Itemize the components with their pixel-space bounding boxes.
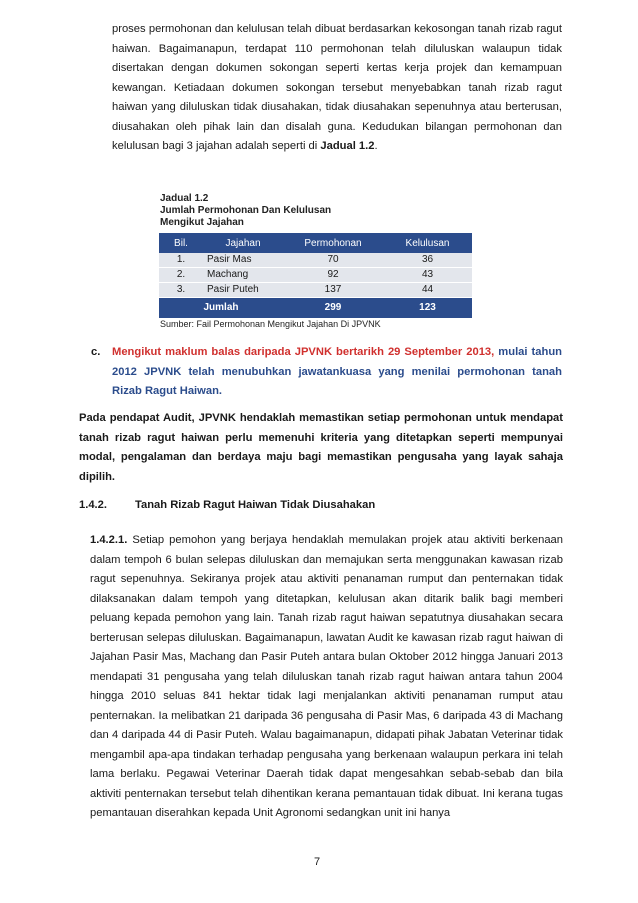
table-source: Sumber: Fail Permohonan Mengikut Jajahan Di JPVNK xyxy=(160,319,381,329)
cell-jajahan: Pasir Mas xyxy=(203,253,283,268)
table-caption-title: Jumlah Permohonan Dan Kelulusan xyxy=(160,205,332,216)
total-kelulusan: 123 xyxy=(383,298,472,319)
total-permohonan: 299 xyxy=(283,298,383,319)
header-bil: Bil. xyxy=(159,233,203,253)
header-permohonan: Permohonan xyxy=(283,233,383,253)
table-caption-number: Jadual 1.2 xyxy=(160,193,209,204)
total-label: Jumlah xyxy=(159,298,283,319)
table-caption xyxy=(160,193,331,229)
response-blue-text: mulai tahun 2012 JPVNK telah menubuhkan jawatankuasa yang menilai permohonan tanah Rizab Ragut Haiwan. xyxy=(112,346,562,397)
section-number: 1.4.2. xyxy=(79,499,107,511)
table-total-row xyxy=(159,298,472,319)
header-kelulusan: Kelulusan xyxy=(383,233,472,253)
paragraph-intro: proses permohonan dan kelulusan telah dibuat berdasarkan kekosongan tanah rizab ragut haiwan. Bagaimanapun, terdapat 110 permohonan telah diluluskan walaupun tidak disertakan dengan dokumen sokongan seperti kertas kerja projek dan kemampuan kewangan. Ketiadaan dokumen sokongan tersebut menyebabkan tanah rizab ragut haiwan yang diluluskan tidak diusahakan, tidak diusahakan sepenuhnya atau berterusan, diusahakan oleh pihak lain dan disalah guna. Kedudukan bilangan permohonan dan kelulusan bagi 3 jajahan adalah seperti di Jadual 1.2. xyxy=(112,23,562,152)
cell-kelulusan: 44 xyxy=(383,283,472,298)
section-title: Tanah Rizab Ragut Haiwan Tidak Diusahakan xyxy=(135,499,376,511)
cell-jajahan: Pasir Puteh xyxy=(203,283,283,298)
paragraph-response xyxy=(112,343,562,402)
cell-bil: 2. xyxy=(159,268,203,283)
body-text: Setiap pemohon yang berjaya hendaklah memulakan projek atau aktiviti berkenaan dalam tempoh 6 bulan selepas diluluskan dan memajukan serta menggunakan kawasan rizab ragut sepenuhnya. Sekiranya projek atau aktiviti penanaman rumput dan penternakan tidak dilaksanakan dalam tempoh yang ditetapkan, kelulusan akan ditarik balik bagi memberi peluang kepada pemohon yang lain. Tanah rizab ragut haiwan sepatutnya diusahakan secara berterusan selepas diluluskan. Bagaimanapun, lawatan Audit ke kawasan rizab ragut haiwan di Jajahan Pasir Mas, Machang dan Pasir Puteh antara bulan Oktober 2012 hingga Januari 2013 mendapati 31 pengusaha yang telah diluluskan tanah rizab ragut haiwan antara tahun 2004 hingga 2010 seluas 841 hektar tidak lagi menjalankan aktiviti penanaman rumput atau penternakan. Ia melibatkan 21 daripada 36 pengusaha di Pasir Mas, 6 daripada 43 di Machang dan 4 daripada 44 di Pasir Puteh. Walau bagaimanapun, didapati pihak Jabatan Veterinar tidak mengambil apa-apa tindakan terhadap pengusaha yang berkenaan walaupun perkara ini telah lama berlaku. Pegawai Veterinar Daerah tidak dapat mengesahkan sebab-sebab dan bila aktiviti penternakan tersebut telah dihentikan kerana pemantauan tidak dibuat. Ini kerana tugas pemantauan diserahkan kepada Unit Agronomi sedangkan unit ini hanya xyxy=(90,534,563,819)
header-jajahan: Jajahan xyxy=(203,233,283,253)
cell-permohonan: 70 xyxy=(283,253,383,268)
audit-opinion: Pada pendapat Audit, JPVNK hendaklah memastikan setiap permohonan untuk mendapat tanah rizab ragut haiwan perlu memenuhi kriteria yang ditetapkan seperti mempunyai modal, pengalaman dan berdaya maju bagi memastikan pengusaha yang layak sahaja dipilih. xyxy=(79,412,563,483)
table-reference: Jadual 1.2 xyxy=(320,140,375,152)
cell-permohonan: 92 xyxy=(283,268,383,283)
cell-permohonan: 137 xyxy=(283,283,383,298)
cell-kelulusan: 36 xyxy=(383,253,472,268)
paragraph-body xyxy=(90,531,563,824)
cell-jajahan: Machang xyxy=(203,268,283,283)
section-heading xyxy=(79,497,375,513)
page-number: 7 xyxy=(314,856,321,868)
cell-bil: 1. xyxy=(159,253,203,268)
item-marker-c: c. xyxy=(91,346,101,358)
cell-bil: 3. xyxy=(159,283,203,298)
table-header-row xyxy=(159,233,472,253)
table-row xyxy=(159,268,472,283)
table-caption-subtitle: Mengikut Jajahan xyxy=(160,217,244,228)
cell-kelulusan: 43 xyxy=(383,268,472,283)
subsection-number: 1.4.2.1. xyxy=(90,534,128,546)
applications-table xyxy=(159,233,472,319)
response-red-text: Mengikut maklum balas daripada JPVNK bertarikh 29 September 2013, xyxy=(112,346,499,358)
table-row xyxy=(159,283,472,298)
table-row xyxy=(159,253,472,268)
